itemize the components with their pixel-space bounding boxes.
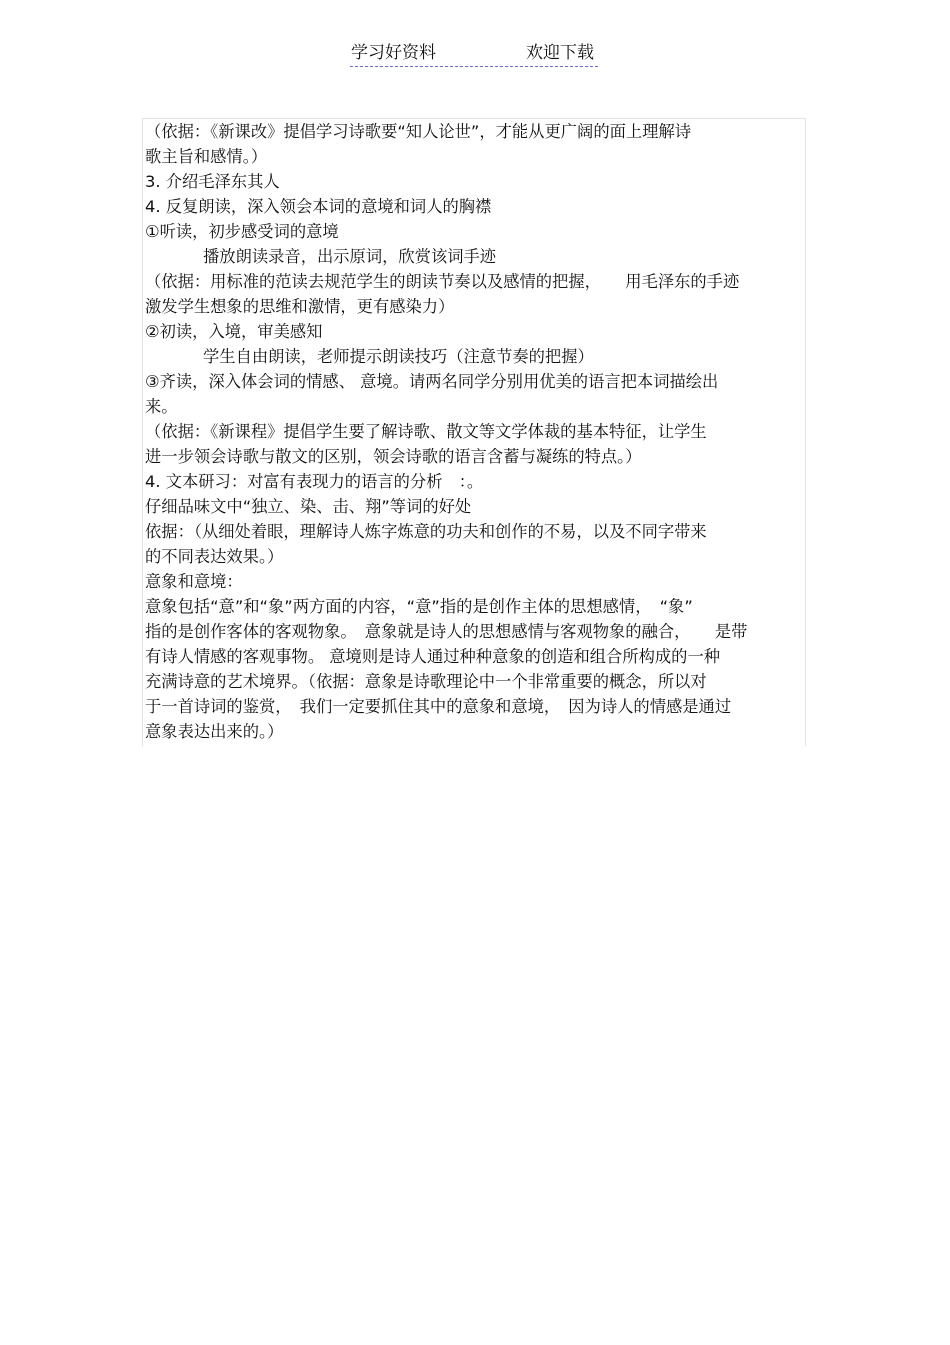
text-line: 学生自由朗读，老师提示朗读技巧（注意节奏的把握）: [203, 347, 594, 366]
text-line: 4. 文本研习：对富有表现力的语言的分析 ：。: [145, 472, 484, 491]
text-line: ①听读，初步感受词的意境: [145, 222, 339, 241]
text-line: 指的是创作客体的客观物象。 意象就是诗人的思想感情与客观物象的融合， 是带: [145, 622, 748, 641]
text-line: 的不同表达效果。）: [145, 547, 284, 566]
text-line: 充满诗意的艺术境界。（依据：意象是诗歌理论中一个非常重要的概念，所以对: [145, 672, 707, 691]
text-line: ③齐读，深入体会词的情感、 意境。请两名同学分别用优美的语言把本词描绘出: [145, 372, 719, 391]
text-line: 播放朗读录音，出示原词，欣赏该词手迹: [203, 247, 497, 266]
text-line: 4. 反复朗读，深入领会本词的意境和词人的胸襟: [145, 197, 492, 216]
text-line: （依据：《新课改》提倡学习诗歌要“知人论世”，才能从更广阔的面上理解诗: [145, 122, 692, 141]
text-line: 有诗人情感的客观事物。 意境则是诗人通过种种意象的创造和组合所构成的一种: [145, 647, 721, 666]
text-line: 激发学生想象的思维和激情，更有感染力）: [145, 297, 455, 316]
text-line: ②初读，入境，审美感知: [145, 322, 323, 341]
text-line: 仔细品味文中“独立、染、击、翔”等词的好处: [145, 497, 472, 516]
text-line: 意象表达出来的。）: [145, 722, 284, 741]
text-line: 进一步领会诗歌与散文的区别，领会诗歌的语言含蓄与凝练的特点。）: [145, 447, 642, 466]
text-line: 于一首诗词的鉴赏， 我们一定要抓住其中的意象和意境， 因为诗人的情感是通过: [145, 697, 732, 716]
text-line: 来。: [145, 397, 178, 416]
text-line: 依据：（从细处着眼，理解诗人炼字炼意的功夫和创作的不易，以及不同字带来: [145, 522, 707, 541]
text-line: 歌主旨和感情。）: [145, 147, 268, 166]
text-line: （依据：《新课程》提倡学生要了解诗歌、散文等文学体裁的基本特征，让学生: [145, 422, 707, 441]
text-line: 意象和意境：: [145, 572, 243, 591]
text-line: 意象包括“意”和“象”两方面的内容，“意”指的是创作主体的思想感情， “象”: [145, 597, 693, 616]
header-left-text: 学习好资料: [351, 43, 436, 63]
text-line: （依据：用标准的范读去规范学生的朗读节奏以及感情的把握， 用毛泽东的手迹: [145, 272, 740, 291]
page-header: [350, 40, 598, 67]
header-right-text: 欢迎下载: [526, 43, 594, 63]
lesson-text-lines: [145, 119, 807, 744]
text-line: 3. 介绍毛泽东其人: [145, 172, 280, 191]
lesson-content-box: [142, 118, 806, 746]
